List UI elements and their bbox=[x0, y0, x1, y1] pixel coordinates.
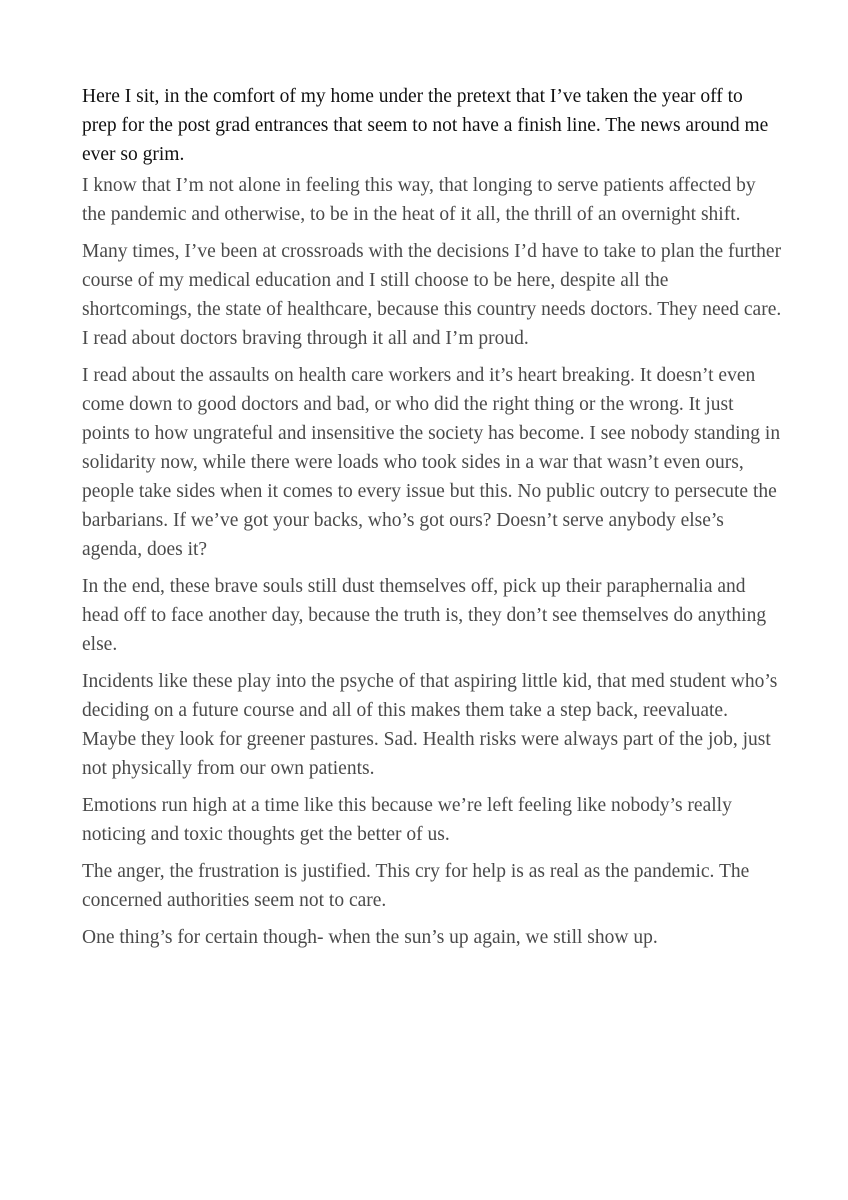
document-body bbox=[82, 82, 782, 960]
paragraph-assaults: I read about the assaults on health care workers and it’s heart breaking. It doesn’t even come down to good doctors and bad, or who did the right thing or the wrong. It just points to how ungrateful and insensitive the society has become. I see nobody standing in solidarity now, while there were loads who took sides in a war that wasn’t even ours, people take sides when it comes to every issue but this. No public outcry to persecute the barbarians. If we’ve got your backs, who’s got ours? Doesn’t serve anybody else’s agenda, does it? bbox=[82, 365, 781, 560]
paragraph-anger: The anger, the frustration is justified. This cry for help is as real as the pandemic. The concerned authorities seem not to care. bbox=[82, 861, 750, 911]
paragraph-closing: One thing’s for certain though- when the sun’s up again, we still show up. bbox=[82, 927, 658, 948]
paragraph-crossroads: Many times, I’ve been at crossroads with the decisions I’d have to take to plan the further course of my medical education and I still choose to be here, despite all the shortcomings, the state of healthcare, because this country needs doctors. They need care. I read about doctors braving through it all and I’m proud. bbox=[82, 241, 782, 349]
paragraph-brave-souls: In the end, these brave souls still dust themselves off, pick up their paraphernalia and head off to face another day, because the truth is, they don’t see themselves do anything else. bbox=[82, 576, 767, 655]
paragraph-incidents: Incidents like these play into the psyche of that aspiring little kid, that med student who’s deciding on a future course and all of this makes them take a step back, reevaluate. Maybe they look for greener pastures. Sad. Health risks were always part of the job, just not physically from our own patients. bbox=[82, 671, 778, 779]
paragraph-emotions: Emotions run high at a time like this because we’re left feeling like nobody’s really noticing and toxic thoughts get the better of us. bbox=[82, 795, 732, 845]
paragraph-longing: I know that I’m not alone in feeling this way, that longing to serve patients affected by the pandemic and otherwise, to be in the heat of it all, the thrill of an overnight shift. bbox=[82, 175, 756, 225]
paragraph-intro: Here I sit, in the comfort of my home under the pretext that I’ve taken the year off to prep for the post grad entrances that seem to not have a finish line. The news around me ever so grim. bbox=[82, 86, 769, 165]
